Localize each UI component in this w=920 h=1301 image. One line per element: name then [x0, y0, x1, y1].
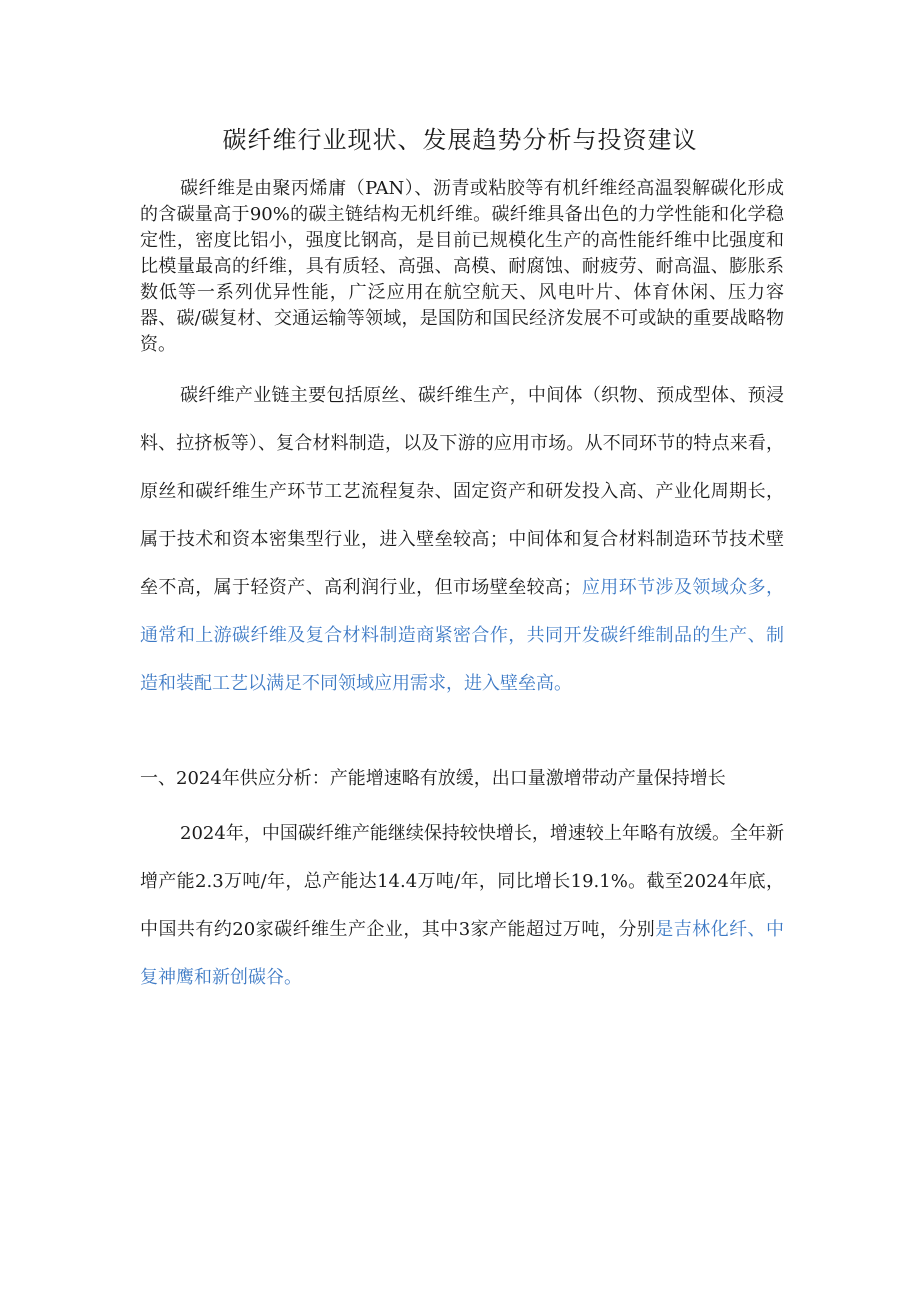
highlighted-company-list[interactable]: 是吉林化纤、中复神鹰和新创碳谷。	[140, 919, 784, 988]
document-title: 碳纤维行业现状、发展趋势分析与投资建议	[222, 126, 698, 154]
section-heading-supply: 一、2024年供应分析：产能增速略有放缓，出口量激增带动产量保持增长	[140, 768, 726, 789]
paragraph-intro: 碳纤维是由聚丙烯庸（PAN）、沥青或粘胶等有机纤维经高温裂解碳化形成的含碳量高于90%的碳主链结构无机纤维。碳纤维具备出色的力学性能和化学稳定性，密度比铝小，强度比钢高，是目前已规模化生产的高性能纤维中比强度和比模量最高的纤维，具有质轻、高强、高模、耐腐蚀、耐疲劳、耐高温、膨胀系数低等一系列优异性能，广泛应用在航空航天、风电叶片、体育休闲、压力容器、碳/碳复材、交通运输等领域，是国防和国民经济发展不可或缺的重要战略物资。	[140, 178, 784, 355]
paragraph-industry-chain	[140, 372, 784, 708]
highlighted-link-text[interactable]: 应用环节涉及领域众多，通常和上游碳纤维及复合材料制造商紧密合作，共同开发碳纤维制品的生产、制造和装配工艺以满足不同领域应用需求，进入壁垒高。	[140, 577, 784, 694]
paragraph-industry-chain-text: 碳纤维产业链主要包括原丝、碳纤维生产，中间体（织物、预成型体、预浸料、拉挤板等）、复合材料制造，以及下游的应用市场。从不同环节的特点来看，原丝和碳纤维生产环节工艺流程复杂、固定资产和研发投入高、产业化周期长，属于技术和资本密集型行业，进入壁垒较高；中间体和复合材料制造环节技术壁垒不高，属于轻资产、高利润行业，但市场壁垒较高；	[140, 385, 784, 598]
paragraph-supply-2024	[140, 810, 784, 1002]
paragraph-supply-2024-text: 2024年，中国碳纤维产能继续保持较快增长，增速较上年略有放缓。全年新增产能2.3万吨/年，总产能达14.4万吨/年，同比增长19.1%。截至2024年底，中国共有约20家碳纤维生产企业，其中3家产能超过万吨，分别	[140, 823, 784, 940]
